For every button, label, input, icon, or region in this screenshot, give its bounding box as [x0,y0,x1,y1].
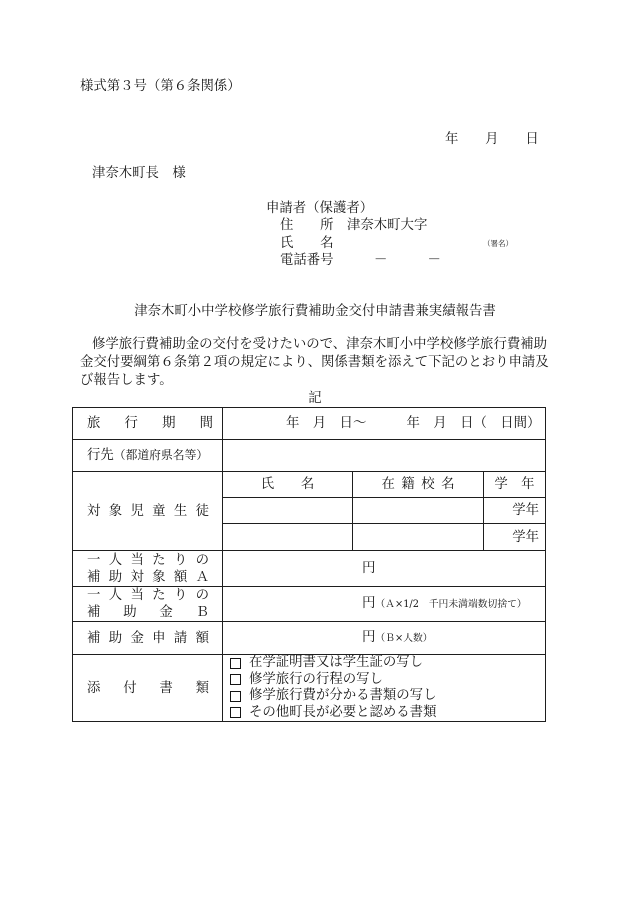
student-grade-unit: 学年 [512,529,539,545]
application-amount-label-cell [73,622,222,654]
attachment-item [230,655,423,672]
student-grade-cell [484,498,545,523]
student-name-cell [223,524,352,550]
subsidy-amount-label-line: 補助金Ｂ [87,605,209,620]
target-amount-label-line: 一人当たりの [87,552,209,568]
attachment-item [230,705,436,722]
application-amount-label: 補助金申請額 [87,630,209,646]
student-school-cell [353,498,483,523]
period-value-cell [223,408,545,439]
student-school-header: 在籍校名 [381,477,455,492]
checkbox-icon [230,658,241,669]
attachments-list [223,655,545,721]
destination-label-cell [73,440,222,471]
subsidy-amount-label-line: 一人当たりの [87,588,209,603]
attachments-label: 添付書類 [87,680,209,696]
student-name-header-cell [223,472,352,497]
attachment-item [230,688,436,705]
attachment-item-label: その他町長が必要と認める書類 [249,704,437,720]
attachment-item [230,672,383,689]
subsidy-calc-note: （Ａ×1/2 千円未満端数切捨て） [375,599,527,610]
application-amount-value-cell [223,622,545,654]
subsidy-amount-value [362,595,527,613]
applicant-heading: 申請者（保護者） [266,201,374,216]
application-calc-note: （Ｂ×人数） [375,633,433,644]
student-name-cell [223,498,352,523]
yen-unit: 円 [362,561,376,576]
body-text-line: 金交付要綱第６条第２項の規定により、関係書類を添えて下記のとおり申請及 [80,355,549,370]
student-school-header-cell [353,472,483,497]
attachment-item-label: 修学旅行費が分かる書類の写し [249,688,437,703]
target-amount-value [362,560,375,577]
checkbox-icon [230,691,241,702]
attachment-item-label: 修学旅行の行程の写し [249,671,383,687]
student-grade-unit: 学年 [512,503,539,518]
application-amount-value [362,629,433,647]
addressee: 津奈木町長 様 [92,166,186,181]
target-amount-value-cell [223,551,545,586]
destination-label: 行先 [87,448,114,463]
subsidy-amount-value-cell [223,587,545,621]
name-label: 氏 名 [280,236,334,251]
address-value: 津奈木町大字 [347,218,428,233]
student-name-header: 氏 名 [260,477,315,492]
target-amount-label [87,552,209,586]
signature-note: （署名） [483,239,513,248]
checkbox-icon [230,674,241,685]
student-grade-cell [484,524,545,550]
phone-label: 電話番号 [280,253,334,268]
destination-value-cell [223,440,545,471]
subsidy-amount-label-cell [73,587,222,621]
students-label: 対象児童生徒 [87,503,209,519]
date-line: 年 月 日 [445,132,539,147]
ki-heading: 記 [308,391,322,406]
attachments-label-cell [73,655,222,721]
phone-separators: － － [374,253,441,268]
attachment-item-label: 在学証明書又は学生証の写し [249,655,424,670]
address-label: 住 所 [280,218,334,233]
student-grade-header: 学 年 [494,477,535,492]
period-label: 旅行期間 [87,416,213,431]
yen-unit: 円 [362,596,376,611]
body-text-line: 修学旅行費補助金の交付を受けたいので、津奈木町小中学校修学旅行費補助 [92,337,548,352]
checkbox-icon [230,707,241,718]
target-amount-label-line: 補助対象額Ａ [87,569,209,585]
period-value: 年 月 日～ 年 月 日（ 日間） [286,416,541,431]
yen-unit: 円 [362,630,376,645]
body-text-line: び報告します。 [80,373,173,388]
subsidy-amount-label [87,587,209,621]
form-number: 様式第３号（第６条関係） [80,79,241,94]
student-school-cell [353,524,483,550]
document-title: 津奈木町小中学校修学旅行費補助金交付申請書兼実績報告書 [134,304,496,319]
student-grade-header-cell [484,472,545,497]
period-label-cell [73,408,222,439]
students-label-cell [73,472,222,550]
destination-label-note: （都道府県名等） [113,448,209,462]
target-amount-label-cell [73,551,222,586]
application-table [72,407,546,722]
